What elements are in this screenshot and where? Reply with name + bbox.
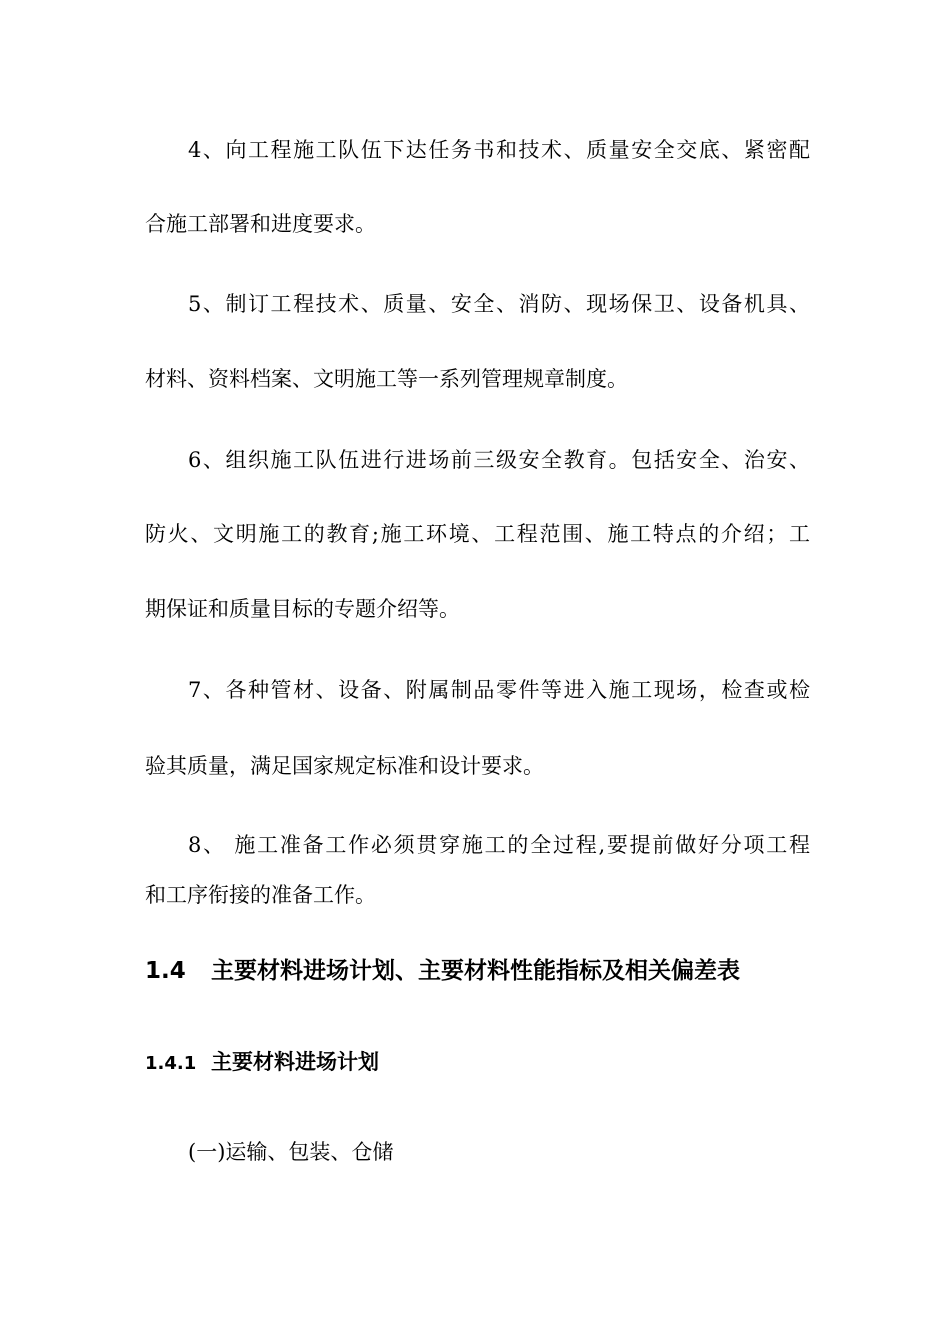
paragraph-4-line-1: 4、向工程施工队伍下达任务书和技术、质量安全交底、紧密配 [188,138,810,162]
paragraph-7-line-2: 验其质量，满足国家规定标准和设计要求。 [145,754,544,778]
paragraph-5-line-1: 5、制订工程技术、质量、安全、消防、现场保卫、设备机具、 [188,292,810,316]
subsection-number: 1.4.1 [145,1053,197,1074]
paragraph-8-line-1: 8、 施工准备工作必须贯穿施工的全过程,要提前做好分项工程 [188,833,810,857]
paragraph-7-line-1: 7、各种管材、设备、附属制品零件等进入施工现场，检查或检 [188,678,810,702]
paragraph-6-line-1: 6、组织施工队伍进行进场前三级安全教育。包括安全、治安、 [188,448,810,472]
section-title: 主要材料进场计划、主要材料性能指标及相关偏差表 [211,958,740,984]
subitem-transport-packaging-storage: (一)运输、包装、仓储 [188,1140,394,1164]
paragraph-8-line-2: 和工序衔接的准备工作。 [145,883,376,907]
section-heading-1-4 [145,955,740,987]
paragraph-6-line-2: 防火、文明施工的教育;施工环境、工程范围、施工特点的介绍；工 [145,522,810,546]
paragraph-4-line-2: 合施工部署和进度要求。 [145,212,376,236]
paragraph-6-line-3: 期保证和质量目标的专题介绍等。 [145,597,460,621]
section-number: 1.4 [145,958,186,984]
subsection-heading-1-4-1 [145,1047,379,1079]
subsection-title: 主要材料进场计划 [211,1050,379,1074]
paragraph-5-line-2: 材料、资料档案、文明施工等一系列管理规章制度。 [145,367,628,391]
